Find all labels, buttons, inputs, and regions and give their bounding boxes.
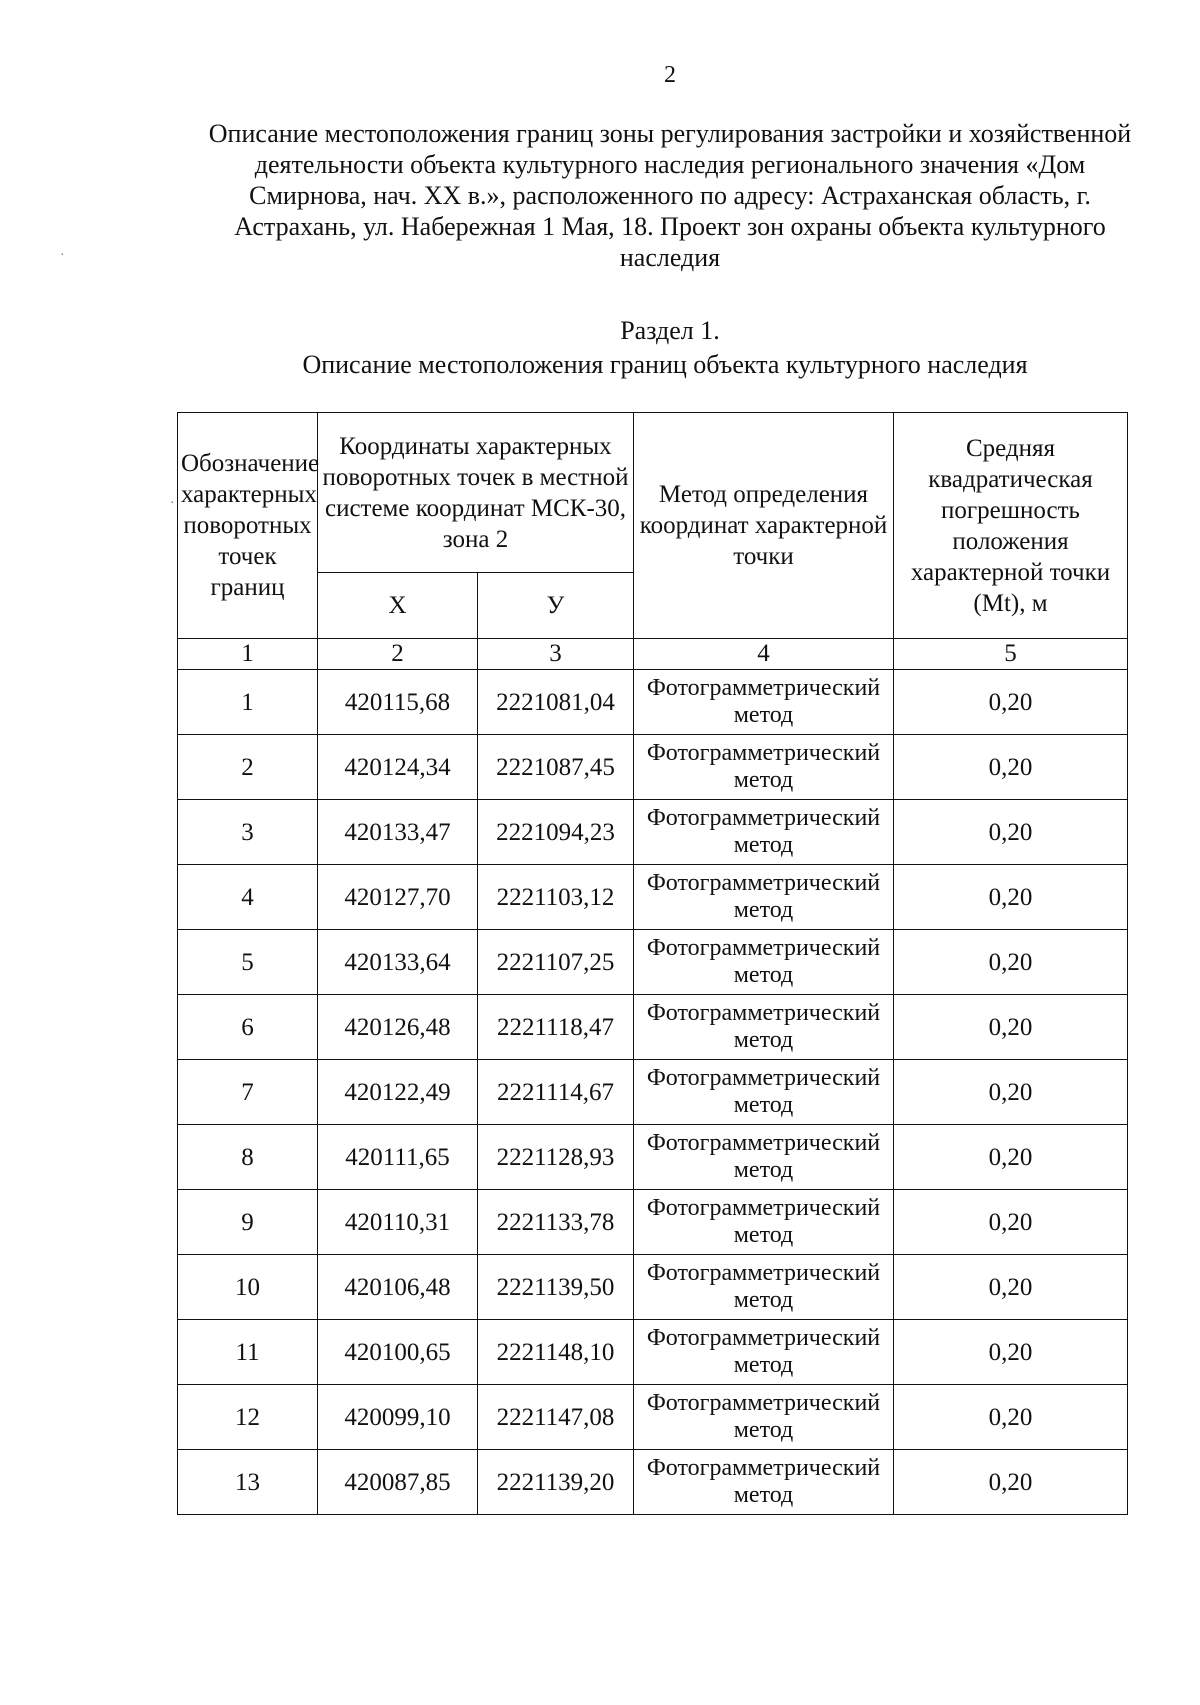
point-id-cell: 10 [178,1255,318,1320]
method-cell: Фотограмметрический метод [634,1255,894,1320]
page-number: 2 [664,62,676,88]
y-coordinate-cell: 2221128,93 [478,1125,634,1190]
x-coordinate-cell: 420099,10 [318,1385,478,1450]
x-coordinate-cell: 420115,68 [318,670,478,735]
method-cell: Фотограмметрический метод [634,1320,894,1385]
x-coordinate-cell: 420100,65 [318,1320,478,1385]
column-number: 4 [634,639,894,670]
table-row [178,865,1128,930]
x-coordinate-cell: 420111,65 [318,1125,478,1190]
y-coordinate-cell: 2221081,04 [478,670,634,735]
scan-mark: · [170,496,175,511]
point-id-cell: 6 [178,995,318,1060]
column-number: 2 [318,639,478,670]
x-coordinate-cell: 420133,64 [318,930,478,995]
mean-error-cell: 0,20 [894,995,1128,1060]
point-id-cell: 7 [178,1060,318,1125]
table-row [178,800,1128,865]
point-id-cell: 1 [178,670,318,735]
header-method: Метод определения координат характерной точки [634,413,894,639]
y-coordinate-cell: 2221114,67 [478,1060,634,1125]
mean-error-cell: 0,20 [894,1255,1128,1320]
method-cell: Фотограмметрический метод [634,930,894,995]
table-row [178,1385,1128,1450]
y-coordinate-cell: 2221094,23 [478,800,634,865]
x-coordinate-cell: 420124,34 [318,735,478,800]
method-cell: Фотограмметрический метод [634,865,894,930]
table-body [178,670,1128,1515]
point-id-cell: 13 [178,1450,318,1515]
y-coordinate-cell: 2221118,47 [478,995,634,1060]
mean-error-cell: 0,20 [894,1190,1128,1255]
method-cell: Фотограмметрический метод [634,1125,894,1190]
y-coordinate-cell: 2221103,12 [478,865,634,930]
method-cell: Фотограмметрический метод [634,995,894,1060]
point-id-cell: 3 [178,800,318,865]
table-row [178,1450,1128,1515]
table-row [178,1255,1128,1320]
table-row [178,1125,1128,1190]
point-id-cell: 2 [178,735,318,800]
header-mean-error: Средняя квадратическая погрешность положения характерной точки (Mt), м [894,413,1128,639]
method-cell: Фотограмметрический метод [634,800,894,865]
scan-mark: · [60,248,65,263]
x-coordinate-cell: 420126,48 [318,995,478,1060]
y-coordinate-cell: 2221107,25 [478,930,634,995]
method-cell: Фотограмметрический метод [634,670,894,735]
mean-error-cell: 0,20 [894,1320,1128,1385]
point-id-cell: 8 [178,1125,318,1190]
point-id-cell: 4 [178,865,318,930]
table-row [178,1060,1128,1125]
point-id-cell: 12 [178,1385,318,1450]
table-row [178,670,1128,735]
x-coordinate-cell: 420127,70 [318,865,478,930]
method-cell: Фотограмметрический метод [634,1060,894,1125]
y-coordinate-cell: 2221147,08 [478,1385,634,1450]
table-row [178,995,1128,1060]
method-cell: Фотограмметрический метод [634,735,894,800]
mean-error-cell: 0,20 [894,1385,1128,1450]
mean-error-cell: 0,20 [894,800,1128,865]
point-id-cell: 11 [178,1320,318,1385]
header-point-designation: Обозначение характерных поворотных точек границ [178,413,318,639]
table-row [178,1320,1128,1385]
mean-error-cell: 0,20 [894,1450,1128,1515]
mean-error-cell: 0,20 [894,735,1128,800]
x-coordinate-cell: 420122,49 [318,1060,478,1125]
y-coordinate-cell: 2221087,45 [478,735,634,800]
mean-error-cell: 0,20 [894,930,1128,995]
point-id-cell: 5 [178,930,318,995]
section-title: Описание местоположения границ объекта культурного наследия [302,350,1028,379]
header-coordinates: Координаты характерных поворотных точек в местной системе координат МСК-30, зона 2 [318,413,634,573]
x-coordinate-cell: 420106,48 [318,1255,478,1320]
table-row [178,735,1128,800]
mean-error-cell: 0,20 [894,670,1128,735]
mean-error-cell: 0,20 [894,1125,1128,1190]
mean-error-cell: 0,20 [894,1060,1128,1125]
column-number: 5 [894,639,1128,670]
header-y: У [478,573,634,639]
table-row [178,930,1128,995]
method-cell: Фотограмметрический метод [634,1190,894,1255]
method-cell: Фотограмметрический метод [634,1450,894,1515]
y-coordinate-cell: 2221148,10 [478,1320,634,1385]
point-id-cell: 9 [178,1190,318,1255]
header-x: X [318,573,478,639]
document-title: Описание местоположения границ зоны регулирования застройки и хозяйственной деятельности объекта культурного наследия регионального значения «Дом Смирнова, нач. XX в.», расположенного по адресу: Астраханская область, г. Астрахань, ул. Набережная 1 Мая, 18. Проект зон охраны объекта культурного наследия [208,119,1132,272]
section-label: Раздел 1. [620,316,720,345]
column-number: 3 [478,639,634,670]
x-coordinate-cell: 420110,31 [318,1190,478,1255]
y-coordinate-cell: 2221139,20 [478,1450,634,1515]
column-number: 1 [178,639,318,670]
x-coordinate-cell: 420087,85 [318,1450,478,1515]
x-coordinate-cell: 420133,47 [318,800,478,865]
y-coordinate-cell: 2221139,50 [478,1255,634,1320]
y-coordinate-cell: 2221133,78 [478,1190,634,1255]
table-row [178,1190,1128,1255]
mean-error-cell: 0,20 [894,865,1128,930]
method-cell: Фотограмметрический метод [634,1385,894,1450]
coordinates-table [177,412,1128,1515]
